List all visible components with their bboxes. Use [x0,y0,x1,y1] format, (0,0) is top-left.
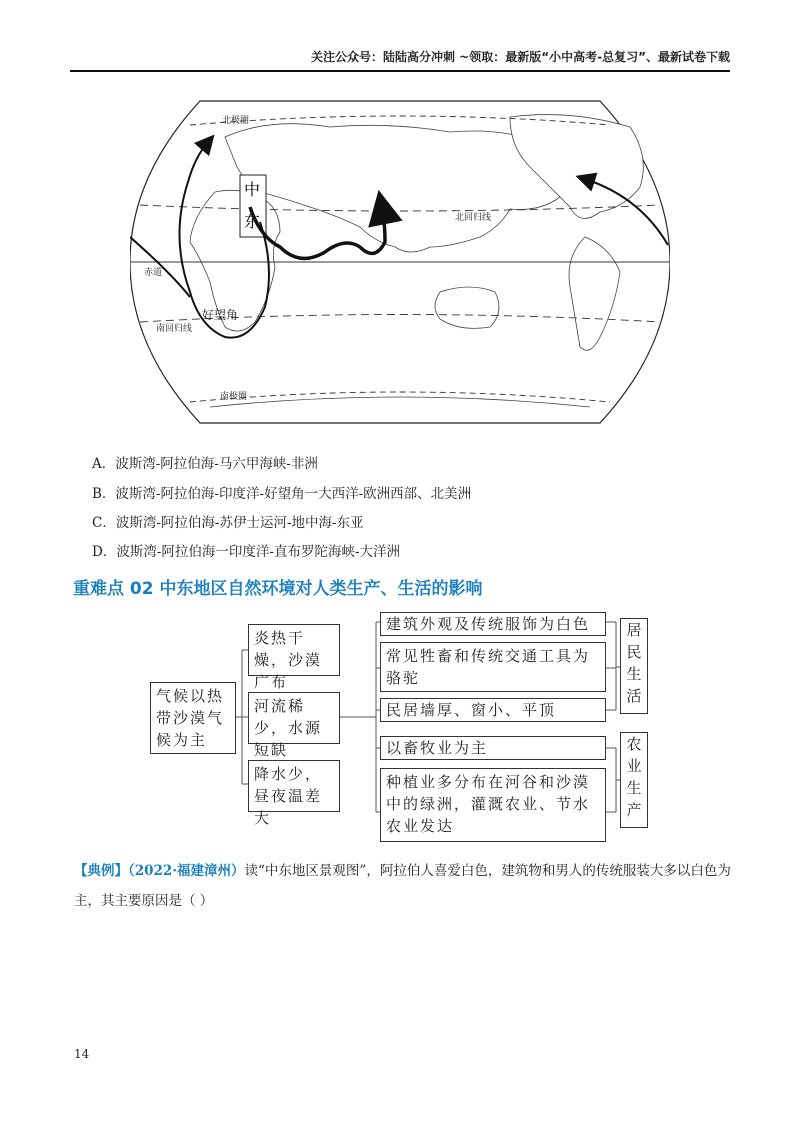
middle-east-char-2: 东 [244,212,261,231]
category-top-char-3: 生 [626,665,642,683]
category-top-char-1: 居 [626,621,642,639]
right-box-1: 建筑外观及传统服饰为白色 [380,612,606,636]
option-b [92,482,471,502]
option-b-letter: B． [92,486,116,502]
option-d [92,540,400,560]
option-a-letter: A． [92,456,116,472]
right-box-5: 种植业多分布在河谷和沙漠中的绿洲，灌溉农业、节水农业发达 [380,768,606,842]
middle-box-1: 炎热干燥，沙漠广布 [248,624,340,676]
right-box-2: 常见牲畜和传统交通工具为骆驼 [380,642,606,692]
category-agriculture [620,732,648,828]
middle-box-2: 河流稀少，水源短缺 [248,692,340,744]
option-b-text: 波斯湾-阿拉伯海-印度洋-好望角一大西洋-欧洲西部、北美洲 [115,486,472,502]
arctic-circle-label: 北极圈 [222,116,250,126]
example-text: 读“中东地区景观图”，阿拉伯人喜爱白色，建筑物和男人的传统服装大多以白色为主，其主要原因是（ ） [74,863,731,909]
page-number: 14 [74,1047,90,1061]
option-c-text: 波斯湾-阿拉伯海-苏伊士运河-地中海-东亚 [115,515,364,531]
cape-label: 好望角 [202,308,239,322]
category-bottom-char-3: 生 [626,779,642,797]
category-bottom-char-4: 产 [626,801,642,819]
concept-diagram [150,612,650,844]
world-map-figure [130,97,670,427]
middle-box-3: 降水少，昼夜温差大 [248,760,340,812]
example-question [74,856,734,916]
section-title: 重难点 02 中东地区自然环境对人类生产、生活的影响 [73,579,483,599]
tropic-cancer-label: 北回归线 [455,213,492,223]
header-divider [70,70,730,72]
right-box-4: 以畜牧业为主 [380,736,606,760]
root-box: 气候以热带沙漠气候为主 [150,682,236,754]
page-header: 关注公众号：陆陆高分冲刺 ~领取：最新版“小中高考-总复习”、最新试卷下载 [311,50,730,64]
category-top-char-2: 民 [626,643,642,661]
example-tag: 【典例】 [74,863,128,879]
option-a [92,452,318,472]
category-bottom-char-1: 农 [626,735,642,753]
category-bottom-char-2: 业 [626,757,642,775]
option-d-letter: D． [92,544,117,560]
tropic-capricorn-label: 南回归线 [156,324,193,334]
category-residents-life [620,618,648,714]
option-a-text: 波斯湾-阿拉伯海-马六甲海峡-非洲 [115,456,318,472]
option-c [92,511,364,531]
option-d-text: 波斯湾-阿拉伯海一印度洋-直布罗陀海峡-大洋洲 [116,544,401,560]
middle-east-char-1: 中 [244,180,261,199]
equator-label: 赤道 [144,268,163,278]
category-top-char-4: 活 [626,687,642,705]
antarctic-circle-label: 南极圈 [220,392,248,402]
right-box-3: 民居墙厚、窗小、平顶 [380,698,606,722]
example-source: （2022·福建漳州） [128,863,245,879]
option-c-letter: C． [92,515,116,531]
